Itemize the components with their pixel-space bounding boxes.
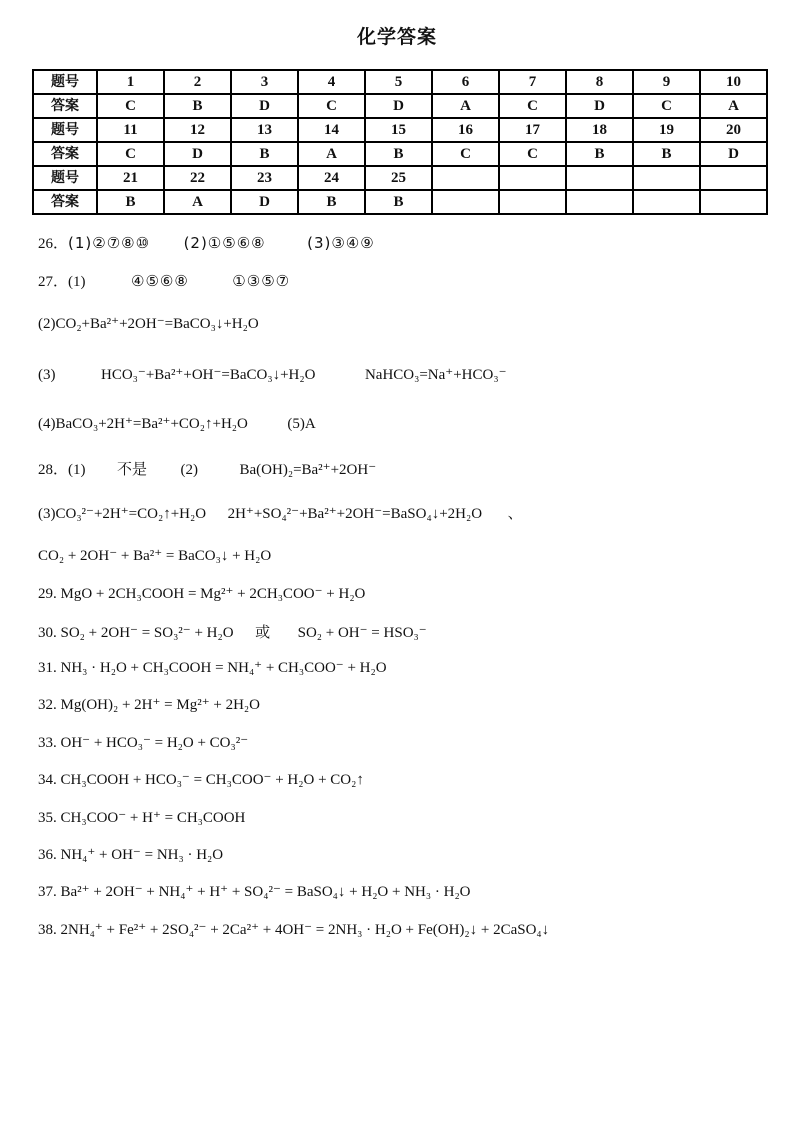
answer-cell: A — [432, 94, 499, 118]
answer-cell: C — [97, 142, 164, 166]
answer-30-or: 或 — [255, 623, 271, 641]
answer-28-number: 28．(1) — [38, 462, 86, 478]
question-number-cell — [633, 166, 700, 190]
answer-row — [33, 190, 767, 214]
answer-cell: B — [365, 190, 432, 214]
answer-cell: B — [365, 142, 432, 166]
question-number-cell: 24 — [298, 166, 365, 190]
answer-cell: B — [566, 142, 633, 166]
answer-32: 32. Mg(OH)₂ + 2H⁺ = Mg²⁺ + 2H₂O — [38, 697, 260, 713]
answer-cell: C — [298, 94, 365, 118]
question-number-cell: 4 — [298, 70, 365, 94]
question-number-row — [33, 70, 767, 94]
answer-30-eq1: 30. SO₂ + 2OH⁻ = SO₃²⁻ + H₂O — [38, 625, 234, 641]
question-number-header: 题号 — [33, 70, 97, 94]
question-number-cell: 9 — [633, 70, 700, 94]
answer-cell: D — [231, 190, 298, 214]
answer-28-3 — [38, 502, 523, 523]
answer-cell: A — [700, 94, 767, 118]
answer-cell: B — [231, 142, 298, 166]
answer-26-number: 26． — [38, 236, 69, 252]
answer-cell: D — [700, 142, 767, 166]
answer-table — [32, 69, 768, 215]
answer-27-3-eq2: NaHCO₃=Na⁺+HCO₃⁻ — [364, 367, 507, 383]
question-number-cell: 14 — [298, 118, 365, 142]
question-number-row — [33, 166, 767, 190]
answer-cell: D — [365, 94, 432, 118]
question-number-cell: 3 — [231, 70, 298, 94]
answer-27-3-eq1: HCO₃⁻+Ba²⁺+OH⁻=BaCO₃↓+H₂O — [101, 367, 316, 383]
question-number-cell — [499, 166, 566, 190]
answer-cell: B — [164, 94, 231, 118]
answer-28-part2: Ba(OH)₂=Ba²⁺+2OH⁻ — [239, 462, 377, 478]
question-number-cell: 11 — [97, 118, 164, 142]
question-number-cell: 1 — [97, 70, 164, 94]
answer-37: 37. Ba²⁺ + 2OH⁻ + NH₄⁺ + H⁺ + SO₄²⁻ = BaSO₄↓ + H₂O + NH₃ · H₂O — [38, 884, 471, 900]
question-number-header: 题号 — [33, 118, 97, 142]
question-number-cell: 8 — [566, 70, 633, 94]
answer-cell: C — [499, 94, 566, 118]
answer-27-part1: ④⑤⑥⑧ — [131, 272, 189, 290]
answer-26-part2: (2)①⑤⑥⑧ — [183, 234, 266, 252]
answer-27-4 — [38, 414, 316, 433]
answer-row — [33, 94, 767, 118]
answer-row — [33, 142, 767, 166]
answer-27-3-label: (3) — [38, 367, 56, 383]
answer-27-4-eq: (4)BaCO₃+2H⁺=Ba²⁺+CO₂↑+H₂O — [38, 416, 248, 432]
answer-38: 38. 2NH₄⁺ + Fe²⁺ + 2SO₄²⁻ + 2Ca²⁺ + 4OH⁻ = 2NH₃ · H₂O + Fe(OH)₂↓ + 2CaSO₄↓ — [38, 922, 550, 938]
answer-33: 33. OH⁻ + HCO₃⁻ = H₂O + CO₃²⁻ — [38, 735, 249, 751]
answer-34: 34. CH₃COOH + HCO₃⁻ = CH₃COO⁻ + H₂O + CO₂↑ — [38, 772, 364, 788]
answer-28-part2-label: (2) — [180, 462, 199, 478]
answer-27-1 — [38, 270, 290, 291]
question-number-cell: 23 — [231, 166, 298, 190]
answer-cell: C — [499, 142, 566, 166]
answer-28-1 — [38, 458, 376, 479]
answer-header: 答案 — [33, 190, 97, 214]
answer-27-3 — [38, 365, 507, 384]
answer-36: 36. NH₄⁺ + OH⁻ = NH₃ · H₂O — [38, 847, 224, 863]
answer-27-5: (5)A — [287, 416, 316, 432]
question-number-cell — [566, 166, 633, 190]
question-number-cell: 10 — [700, 70, 767, 94]
answer-cell — [566, 190, 633, 214]
answer-cell: C — [97, 94, 164, 118]
answer-28-3-eq1: (3)CO₃²⁻+2H⁺=CO₂↑+H₂O — [38, 506, 207, 522]
answer-28-part1: 不是 — [117, 460, 148, 478]
answer-27-number: 27．(1) — [38, 274, 86, 290]
question-number-cell: 15 — [365, 118, 432, 142]
answer-cell: D — [566, 94, 633, 118]
answer-cell: D — [231, 94, 298, 118]
question-number-cell: 19 — [633, 118, 700, 142]
answer-27-2: (2)CO₂+Ba²⁺+2OH⁻=BaCO₃↓+H₂O — [38, 316, 259, 332]
question-number-cell: 21 — [97, 166, 164, 190]
question-number-cell: 22 — [164, 166, 231, 190]
answer-30-eq2: SO₂ + OH⁻ = HSO₃⁻ — [297, 625, 427, 641]
answer-cell: A — [298, 142, 365, 166]
answer-28-3-separator: 、 — [507, 506, 523, 522]
answer-cell: D — [164, 142, 231, 166]
question-number-cell: 17 — [499, 118, 566, 142]
answer-30 — [38, 621, 427, 642]
question-number-cell: 16 — [432, 118, 499, 142]
answer-cell: B — [298, 190, 365, 214]
question-number-cell: 13 — [231, 118, 298, 142]
question-number-cell: 25 — [365, 166, 432, 190]
answer-header: 答案 — [33, 94, 97, 118]
answer-28-3-eq2: 2H⁺+SO₄²⁻+Ba²⁺+2OH⁻=BaSO₄↓+2H₂O — [227, 506, 483, 522]
answer-cell — [499, 190, 566, 214]
question-number-cell: 7 — [499, 70, 566, 94]
question-number-cell: 12 — [164, 118, 231, 142]
question-number-cell — [432, 166, 499, 190]
answer-header: 答案 — [33, 142, 97, 166]
question-number-cell: 18 — [566, 118, 633, 142]
answer-cell — [633, 190, 700, 214]
answer-cell: C — [633, 94, 700, 118]
answer-26-part1: (1)②⑦⑧⑩ — [68, 234, 151, 252]
question-number-row — [33, 118, 767, 142]
answer-cell — [432, 190, 499, 214]
answer-27-part2: ①③⑤⑦ — [232, 272, 291, 290]
question-number-cell — [700, 166, 767, 190]
question-number-cell: 2 — [164, 70, 231, 94]
answer-cell: C — [432, 142, 499, 166]
page-title: 化学答案 — [356, 26, 437, 48]
answer-35: 35. CH₃COO⁻ + H⁺ = CH₃COOH — [38, 810, 246, 826]
answer-26-part3: (3)③④⑨ — [307, 234, 375, 252]
answer-26 — [38, 232, 375, 253]
answer-cell: B — [97, 190, 164, 214]
answer-31: 31. NH₃ · H₂O + CH₃COOH = NH₄⁺ + CH₃COO⁻ + H₂O — [38, 660, 387, 676]
question-number-header: 题号 — [33, 166, 97, 190]
answer-cell: B — [633, 142, 700, 166]
question-number-cell: 6 — [432, 70, 499, 94]
answer-28-3b: CO₂ + 2OH⁻ + Ba²⁺ = BaCO₃↓ + H₂O — [38, 548, 272, 564]
answer-29: 29. MgO + 2CH₃COOH = Mg²⁺ + 2CH₃COO⁻ + H₂O — [38, 586, 366, 602]
answer-cell: A — [164, 190, 231, 214]
question-number-cell: 20 — [700, 118, 767, 142]
question-number-cell: 5 — [365, 70, 432, 94]
answer-cell — [700, 190, 767, 214]
